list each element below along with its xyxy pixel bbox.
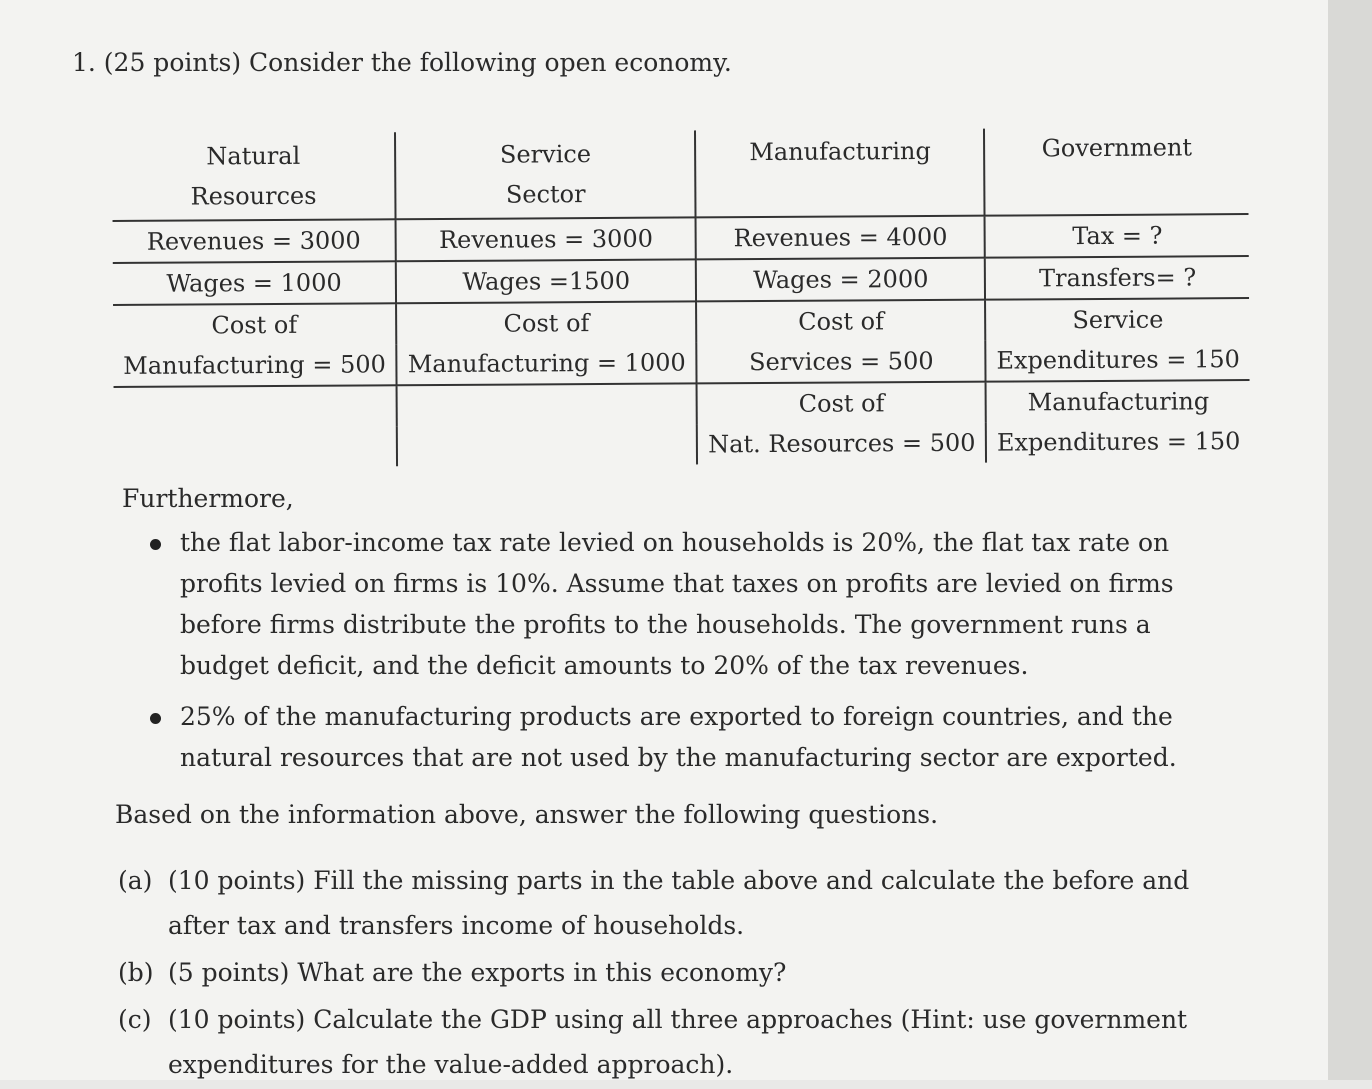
header-natural-resources: Natural Resources: [112, 132, 396, 221]
page-edge: [1328, 0, 1372, 1080]
table-cell: [114, 385, 398, 428]
table-cell: Wages =1500: [396, 259, 696, 303]
economy-accounts-table: [112, 127, 1250, 468]
table-cell: Tax = ?: [985, 214, 1249, 258]
instructions-text: Based on the information above, answer the following questions.: [115, 800, 939, 829]
table-cell: Wages = 1000: [113, 261, 397, 305]
list-item: [150, 522, 1220, 686]
table-cell: Services = 500: [697, 341, 986, 384]
table-cell: Manufacturing = 500: [113, 344, 397, 387]
bullet-text: 25% of the manufacturing products are exported to foreign countries, and the natural resources that are not used by the manufacturing sector are exported.: [180, 702, 1177, 772]
table-cell: Transfers= ?: [985, 256, 1249, 300]
list-item: [118, 950, 1238, 995]
table-cell: Manufacturing: [1027, 387, 1210, 417]
table-row: [114, 380, 1250, 428]
assumptions-list: [150, 522, 1220, 788]
table-row: [113, 256, 1249, 305]
list-item: [118, 858, 1238, 948]
part-text: (5 points) What are the exports in this economy?: [168, 958, 787, 987]
question-header: 1. (25 points) Consider the following open economy.: [72, 48, 732, 77]
table-row: [113, 339, 1249, 387]
header-government: Government: [984, 127, 1248, 216]
table-cell: Revenues = 4000: [696, 216, 985, 260]
table-cell: [397, 383, 697, 426]
header-service-sector: Service Sector: [395, 130, 696, 219]
table-cell: [114, 426, 398, 468]
furthermore-label: Furthermore,: [122, 484, 294, 513]
table-cell: Cost of: [113, 303, 397, 346]
table-cell: Expenditures = 150: [996, 427, 1241, 457]
question-parts: [118, 858, 1238, 1089]
part-label: (b): [118, 958, 154, 987]
table-header-row: [112, 127, 1249, 221]
part-text: (10 points) Calculate the GDP using all three approaches (Hint: use government expenditures for the value-added approach).: [168, 1005, 1188, 1079]
table-cell: Nat. Resources = 500: [697, 423, 986, 465]
table-cell: Revenues = 3000: [396, 217, 696, 261]
part-label: (c): [118, 1005, 152, 1034]
bullet-icon: [150, 539, 161, 550]
table-cell: Expenditures = 150: [986, 339, 1250, 382]
header-manufacturing: Manufacturing: [695, 129, 985, 218]
table-cell: Manufacturing = 1000: [397, 342, 697, 385]
table-cell: Cost of: [697, 382, 986, 425]
table-row: [114, 421, 1250, 468]
bullet-text: the flat labor-income tax rate levied on households is 20%, the flat tax rate on profits levied on firms is 10%. Assume that taxes on profits are levied on firms before firms distribute the profits to the households. The government runs a budget deficit, and the deficit amounts to 20% of the tax revenues.: [180, 528, 1174, 680]
part-text: (10 points) Fill the missing parts in the table above and calculate the before and after tax and transfers income of households.: [168, 866, 1190, 940]
list-item: [118, 997, 1238, 1087]
table-cell: Cost of: [696, 300, 985, 343]
table-cell: Revenues = 3000: [113, 219, 397, 263]
table-cell: Cost of: [396, 301, 696, 344]
list-item: [150, 696, 1220, 778]
bullet-icon: [150, 713, 161, 724]
table-row: [113, 214, 1249, 263]
table-cell: Service: [1072, 305, 1164, 335]
table-row: [113, 298, 1249, 346]
part-label: (a): [118, 866, 153, 895]
table-cell: [397, 424, 697, 466]
table-cell: Wages = 2000: [696, 258, 985, 302]
